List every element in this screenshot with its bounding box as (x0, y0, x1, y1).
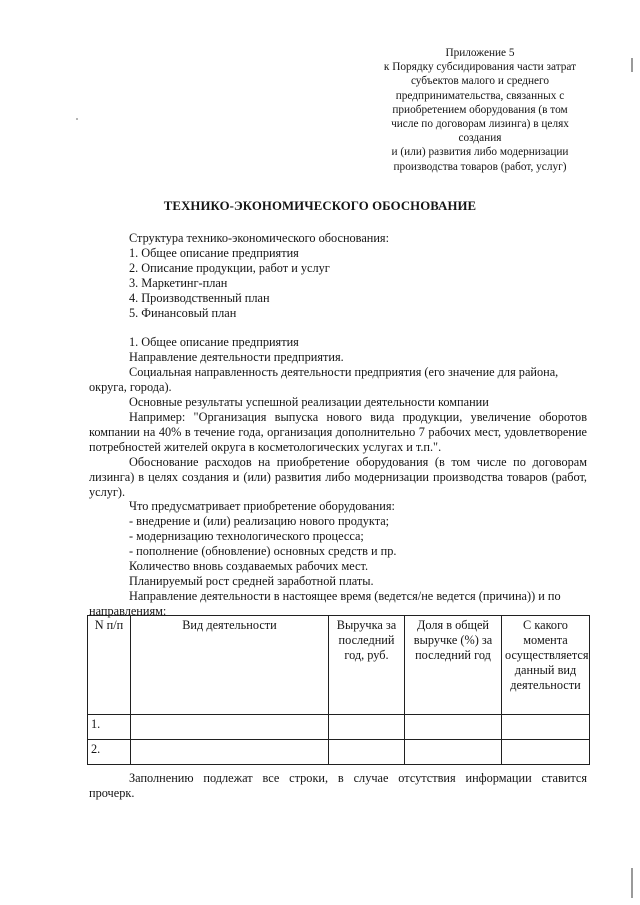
table-cell[interactable] (502, 715, 590, 740)
appendix-line: создания (458, 132, 502, 145)
section1-results: Основные результаты успешной реализации деятельности компании (129, 395, 489, 410)
structure-item: 4. Производственный план (129, 290, 270, 305)
section1-heading: 1. Общее описание предприятия (129, 335, 299, 350)
appendix-note (360, 46, 600, 174)
table-cell[interactable] (405, 740, 502, 765)
column-header-since: С какого момента осуществляется данный вид деятельности (502, 616, 590, 715)
structure-item: 5. Финансовый план (129, 305, 237, 320)
table-cell[interactable] (131, 715, 329, 740)
option-item: - пополнение (обновление) основных средств и пр. (129, 544, 397, 559)
table-cell[interactable] (405, 715, 502, 740)
scan-edge-mark (631, 58, 633, 72)
appendix-line: приобретением оборудования (в том (392, 103, 568, 116)
footer-note (89, 771, 587, 802)
option-item: - внедрение и (или) реализацию нового продукта; (129, 514, 390, 529)
section1-provides: Что предусматривает приобретение оборудования: (129, 499, 395, 514)
table-cell[interactable]: 2. (88, 740, 131, 765)
document-title: ТЕХНИКО-ЭКОНОМИЧЕСКОГО ОБОСНОВАНИЕ (163, 199, 477, 213)
scan-dot (76, 118, 78, 120)
section1-direction: Направление деятельности предприятия. (129, 350, 344, 365)
appendix-line: предпринимательства, связанных с (395, 89, 565, 102)
footer-line: прочерк. (89, 786, 135, 801)
section1-social: Социальная направленность деятельности предприятия (его значение для района, округа, города). (89, 365, 559, 395)
appendix-line: к Порядку субсидирования части затрат (383, 61, 577, 74)
section1-justification: Обоснование расходов на приобретение оборудования (в том числе по договорам лизинга) в целях создания и (или) развития либо модернизации производства товаров (работ, услуг). (89, 454, 587, 499)
appendix-line: и (или) развития либо модернизации (391, 146, 569, 159)
table-cell[interactable] (329, 715, 405, 740)
structure-heading: Структура технико-экономического обоснования: (129, 231, 390, 245)
activity-table (87, 615, 590, 765)
column-header-activity: Вид деятельности (131, 616, 329, 715)
table-cell[interactable] (502, 740, 590, 765)
appendix-line: числе по договорам лизинга) в целях (391, 118, 569, 131)
section1-current: Направление деятельности в настоящее время (ведется/не ведется (причина)) и по направлениям: (89, 588, 561, 618)
table-cell[interactable]: 1. (88, 715, 131, 740)
table-row (88, 715, 590, 740)
document-body (89, 231, 587, 619)
appendix-line: производства товаров (работ, услуг) (393, 160, 567, 173)
table-cell[interactable] (329, 740, 405, 765)
table-cell[interactable] (131, 740, 329, 765)
section1-salary: Планируемый рост средней заработной платы. (129, 573, 374, 588)
footer-line: Заполнению подлежат все строки, в случае отсутствия информации ставится (129, 771, 587, 785)
column-header-share: Доля в общей выручке (%) за последний год (405, 616, 502, 715)
column-header-number: N п/п (88, 616, 131, 715)
column-header-revenue: Выручка за последний год, руб. (329, 616, 405, 715)
option-item: - модернизацию технологического процесса; (129, 529, 364, 544)
structure-item: 1. Общее описание предприятия (129, 245, 299, 260)
scan-edge-mark (631, 868, 633, 898)
structure-item: 3. Маркетинг-план (129, 275, 228, 290)
appendix-line: субъектов малого и среднего (410, 75, 550, 88)
table-row (88, 740, 590, 765)
section1-example: Например: "Организация выпуска нового вида продукции, увеличение оборотов компании на 40% в течение года, организация дополнительно 7 рабочих мест, удовлетворение потребностей жителей округа в косметологических услугах и т.п.". (89, 409, 587, 454)
appendix-line: Приложение 5 (445, 47, 515, 59)
table-header-row (88, 616, 590, 715)
section1-jobs: Количество вновь создаваемых рабочих мест. (129, 559, 369, 574)
structure-item: 2. Описание продукции, работ и услуг (129, 260, 330, 275)
